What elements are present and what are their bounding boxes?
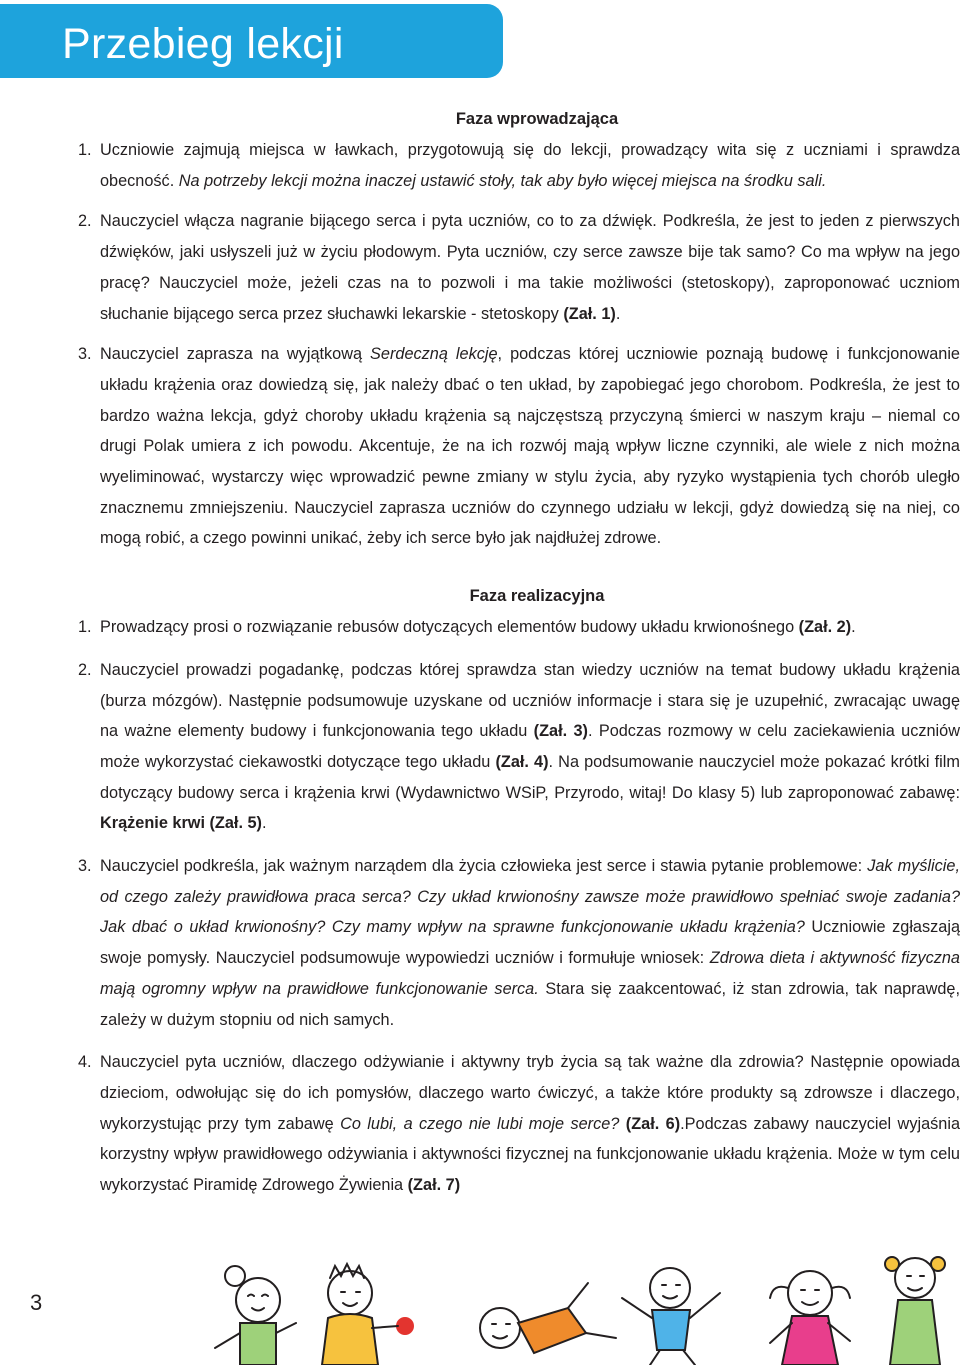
page-title: Przebieg lekcji	[62, 20, 344, 68]
page-number: 3	[30, 1290, 43, 1315]
item-number: 3.	[78, 345, 92, 364]
child-boy-lying	[480, 1283, 616, 1353]
list-item	[78, 1047, 960, 1201]
item-number: 2.	[78, 660, 92, 679]
child-jumping	[622, 1268, 720, 1365]
phase-heading-introduction: Faza wprowadzająca	[455, 110, 619, 128]
child-girl-left	[215, 1266, 296, 1365]
list-item	[78, 655, 960, 839]
item-number: 1.	[78, 618, 92, 637]
item-text: Nauczyciel zaprasza na wyjątkową Serdeczną lekcję, podczas której uczniowie poznają budowę i funkcjonowanie układu krążenia oraz dowiedzą się, jak należy dbać o ten układ, by zapobiegać jego chorobom. Podkreśla, że jest to bardzo ważna lekcja, gdyż choroby układu krążenia są najczęstszą przyczyną śmierci w naszym kraju – niemal co drugi Polak umiera z ich powodu. Akcentuje, że na ich rozwój mają wpływ liczne czynniki, ale wiele z nich można wyeliminować, wystarczy więc wprowadzić pewne zmiany w stylu życia, aby ryzyko wystąpienia tych chorób uległo znacznemu zmniejszeniu. Nauczyciel zaprasza uczniów do czynnego udziału w lekcji, gdyż dowiedzą się na niej, co mogą robić, a czego powinni unikać, żeby ich serce było jak najdłużej zdrowe.	[100, 345, 960, 548]
phase-heading-realization: Faza realizacyjna	[469, 587, 605, 606]
item-text: Uczniowie zajmują miejsca w ławkach, przygotowują się do lekcji, prowadzący wita się z uczniami i sprawdza obecność. Na potrzeby lekcji można inaczej ustawić stoły, tak aby było więcej miejsca na środku sali.	[100, 141, 960, 190]
child-boy-apple	[322, 1264, 413, 1365]
header-tab	[0, 4, 503, 78]
item-number: 1.	[78, 141, 92, 159]
attachment-ref: (Zał. 7)	[407, 1176, 461, 1195]
child-girl-right	[770, 1271, 850, 1365]
list-item	[78, 135, 960, 196]
lesson-content	[78, 105, 960, 1201]
item-text: Prowadzący prosi o rozwiązanie rebusów dotyczących elementów budowy układu krwionośnego (Zał. 2).	[100, 618, 856, 637]
item-text: Nauczyciel włącza nagranie bijącego serca i pyta uczniów, co to za dźwięk. Podkreśla, że jest to jeden z pierwszych dźwięków, jaki usłyszeli już w życiu płodowym. Pyta uczniów, czy serce zawsze bije tak samo? Co ma wpływ na jego pracę? Nauczyciel może, jeżeli czas na to pozwoli i ma takie możliwości (stetoskopy), zaproponować uczniom słuchanie bijącego serca przez słuchawki lekarskie - stetoskopy (Zał. 1).	[100, 212, 960, 323]
list-item	[78, 612, 960, 643]
attachment-ref: (Zał. 3)	[533, 722, 588, 741]
attachment-ref: (Zał. 1)	[563, 304, 616, 323]
child-girl-far-right	[885, 1257, 945, 1365]
list-item	[78, 206, 960, 329]
children-illustration	[200, 1248, 960, 1365]
attachment-ref: (Zał. 4)	[495, 752, 549, 771]
attachment-ref: (Zał. 6)	[619, 1114, 681, 1133]
item-text: Nauczyciel prowadzi pogadankę, podczas której sprawdza stan wiedzy uczniów na temat budowy układu krążenia (burza mózgów). Następnie podsumowuje uzyskane od uczniów informacje i stara się je uzupełnić, zwracając uwagę na ważne elementy budowy i funkcjonowania tego układu (Zał. 3). Podczas rozmowy w celu zaciekawienia uczniów może wykorzystać ciekawostki dotyczące tego układu (Zał. 4). Na podsumowanie nauczyciel może pokazać krótki film dotyczący budowy serca i krążenia krwi (Wydawnictwo WSiP, Przyrodo, witaj! Do klasy 5) lub zaproponować zabawę: Krążenie krwi (Zał. 5).	[100, 660, 960, 833]
item-text: Nauczyciel podkreśla, jak ważnym narządem dla życia człowieka jest serce i stawia pytanie problemowe: Jak myślicie, od czego zależy prawidłowa praca serca? Czy układ krwionośny zawsze może prawidłowo spełniać swoje zadania? Jak dbać o układ krwionośny? Czy mamy wpływ na sprawne funkcjonowanie układu krążenia? Uczniowie zgłaszają swoje pomysły. Nauczyciel podsumowuje wypowiedzi uczniów i formułuje wniosek: Zdrowa dieta i aktywność fizyczna mają ogromny wpływ na prawidłowe funkcjonowanie serca. Stara się zaakcentować, iż stan zdrowia, tak naprawdę, zależy w dużym stopniu od nich samych.	[100, 857, 960, 1029]
list-item	[78, 339, 960, 554]
item-text: Nauczyciel pyta uczniów, dlaczego odżywianie i aktywny tryb życia są tak ważne dla zdrowia? Następnie opowiada dzieciom, odwołując się do ich pomysłów, dlaczego warto ćwiczyć, a także które produkty są zdrowsze i dlaczego, wykorzystując przy tym zabawę Co lubi, a czego nie lubi moje serce? (Zał. 6).Podczas zabawy nauczyciel wyjaśnia korzystny wpływ prawidłowego odżywiania i aktywności fizycznej na funkcjonowanie układu krążenia. Może w tym celu wykorzystać Piramidę Zdrowego Żywienia (Zał. 7)	[100, 1053, 960, 1195]
item-number: 2.	[78, 212, 92, 231]
item-number: 4.	[78, 1053, 92, 1072]
list-item	[78, 851, 960, 1035]
item-number: 3.	[78, 857, 92, 876]
attachment-ref: Krążenie krwi (Zał. 5)	[100, 814, 262, 833]
attachment-ref: (Zał. 2)	[798, 618, 852, 637]
